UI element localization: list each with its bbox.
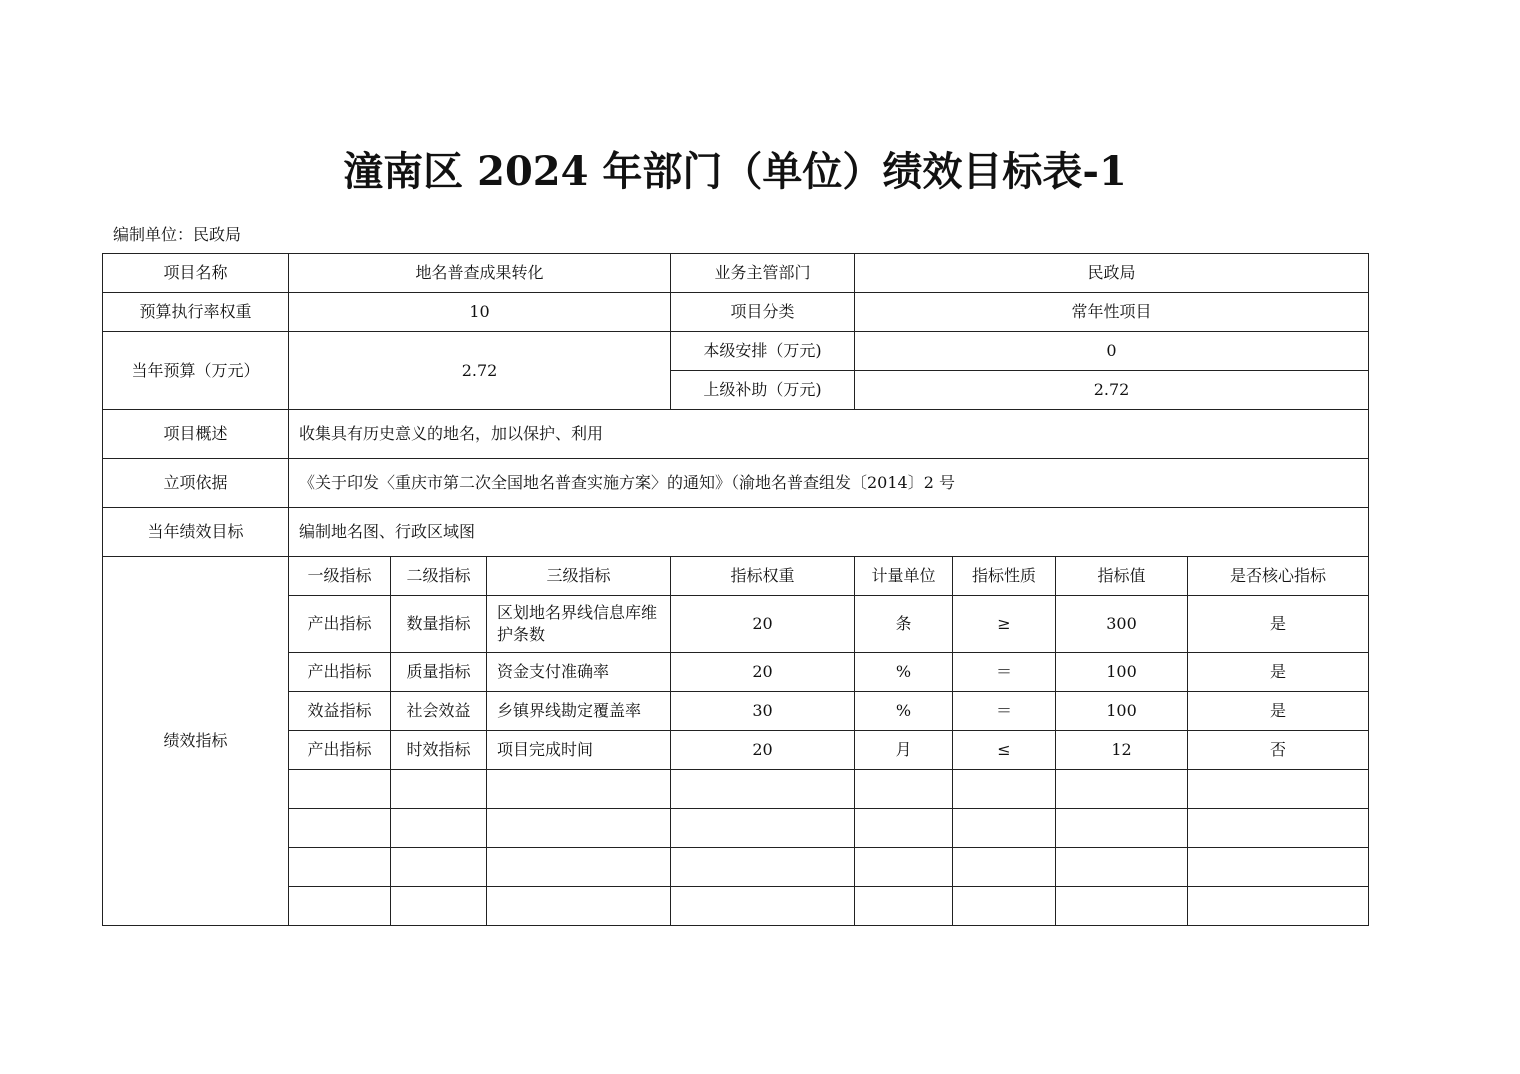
compiling-unit: 编制单位：民政局 <box>113 225 242 244</box>
indicator-header-row <box>103 557 1369 596</box>
overview-value: 收集具有历史意义的地名，加以保护、利用 <box>289 410 1369 459</box>
empty-cell <box>855 770 953 809</box>
empty-cell <box>487 770 671 809</box>
empty-cell <box>1188 770 1369 809</box>
level1-cell: 产出指标 <box>289 596 391 653</box>
empty-cell <box>1056 770 1188 809</box>
level3-cell: 乡镇界线勘定覆盖率 <box>487 692 671 731</box>
empty-cell <box>1188 809 1369 848</box>
empty-cell <box>1056 887 1188 926</box>
table-row <box>103 653 1369 692</box>
superior-value: 2.72 <box>855 371 1369 410</box>
overview-label: 项目概述 <box>103 410 289 459</box>
empty-cell <box>289 887 391 926</box>
column-header: 指标性质 <box>953 557 1056 596</box>
nature-cell: ＝ <box>953 653 1056 692</box>
empty-cell <box>1056 848 1188 887</box>
goal-label: 当年绩效目标 <box>103 508 289 557</box>
basis-label: 立项依据 <box>103 459 289 508</box>
empty-cell <box>953 887 1056 926</box>
unit-cell: 月 <box>855 731 953 770</box>
budget-value: 2.72 <box>289 332 671 410</box>
project-name-label: 项目名称 <box>103 254 289 293</box>
table-row <box>103 596 1369 653</box>
project-name-value: 地名普查成果转化 <box>289 254 671 293</box>
core-cell: 是 <box>1188 692 1369 731</box>
empty-cell <box>1056 809 1188 848</box>
empty-cell <box>855 809 953 848</box>
empty-row <box>103 848 1369 887</box>
empty-row <box>103 809 1369 848</box>
empty-cell <box>953 848 1056 887</box>
empty-cell <box>289 809 391 848</box>
empty-cell <box>671 770 855 809</box>
weight-value: 10 <box>289 293 671 332</box>
nature-cell: ＝ <box>953 692 1056 731</box>
empty-cell <box>487 848 671 887</box>
table-row <box>103 731 1369 770</box>
overview-row <box>103 410 1369 459</box>
column-header: 是否核心指标 <box>1188 557 1369 596</box>
column-header: 三级指标 <box>487 557 671 596</box>
empty-cell <box>289 770 391 809</box>
empty-row <box>103 887 1369 926</box>
level1-cell: 效益指标 <box>289 692 391 731</box>
empty-cell <box>855 887 953 926</box>
goal-value: 编制地名图、行政区域图 <box>289 508 1369 557</box>
page-title: 潼南区 2024 年部门（单位）绩效目标表-1 <box>343 148 1127 195</box>
value-cell: 100 <box>1056 653 1188 692</box>
performance-target-table <box>102 253 1369 926</box>
level2-cell: 数量指标 <box>391 596 487 653</box>
level2-cell: 质量指标 <box>391 653 487 692</box>
empty-cell <box>671 887 855 926</box>
empty-cell <box>391 809 487 848</box>
goal-row <box>103 508 1369 557</box>
category-value: 常年性项目 <box>855 293 1369 332</box>
empty-cell <box>289 848 391 887</box>
level3-cell: 项目完成时间 <box>487 731 671 770</box>
core-cell: 是 <box>1188 596 1369 653</box>
empty-cell <box>487 887 671 926</box>
level2-cell: 时效指标 <box>391 731 487 770</box>
weight-row <box>103 293 1369 332</box>
superior-label: 上级补助（万元) <box>671 371 855 410</box>
empty-cell <box>953 809 1056 848</box>
empty-cell <box>487 809 671 848</box>
level2-cell: 社会效益 <box>391 692 487 731</box>
level3-cell: 资金支付准确率 <box>487 653 671 692</box>
empty-cell <box>391 770 487 809</box>
weight-label: 预算执行率权重 <box>103 293 289 332</box>
value-cell: 12 <box>1056 731 1188 770</box>
project-name-row <box>103 254 1369 293</box>
level1-cell: 产出指标 <box>289 731 391 770</box>
empty-cell <box>1188 887 1369 926</box>
dept-label: 业务主管部门 <box>671 254 855 293</box>
basis-row <box>103 459 1369 508</box>
weight-cell: 20 <box>671 731 855 770</box>
level1-cell: 产出指标 <box>289 653 391 692</box>
column-header: 二级指标 <box>391 557 487 596</box>
category-label: 项目分类 <box>671 293 855 332</box>
weight-cell: 20 <box>671 596 855 653</box>
budget-row <box>103 332 1369 371</box>
empty-cell <box>391 887 487 926</box>
empty-cell <box>953 770 1056 809</box>
empty-cell <box>671 848 855 887</box>
level3-cell: 区划地名界线信息库维护条数 <box>487 596 671 653</box>
empty-row <box>103 770 1369 809</box>
dept-value: 民政局 <box>855 254 1369 293</box>
value-cell: 100 <box>1056 692 1188 731</box>
table-row <box>103 692 1369 731</box>
column-header: 指标值 <box>1056 557 1188 596</box>
core-cell: 是 <box>1188 653 1369 692</box>
column-header: 一级指标 <box>289 557 391 596</box>
budget-label: 当年预算（万元） <box>103 332 289 410</box>
unit-cell: % <box>855 692 953 731</box>
core-cell: 否 <box>1188 731 1369 770</box>
local-value: 0 <box>855 332 1369 371</box>
basis-value: 《关于印发〈重庆市第二次全国地名普查实施方案〉的通知》（渝地名普查组发〔2014〕2 号 <box>289 459 1369 508</box>
unit-cell: 条 <box>855 596 953 653</box>
nature-cell: ≥ <box>953 596 1056 653</box>
empty-cell <box>671 809 855 848</box>
empty-cell <box>855 848 953 887</box>
weight-cell: 30 <box>671 692 855 731</box>
indicators-label: 绩效指标 <box>103 557 289 926</box>
empty-cell <box>391 848 487 887</box>
local-label: 本级安排（万元) <box>671 332 855 371</box>
nature-cell: ≤ <box>953 731 1056 770</box>
empty-cell <box>1188 848 1369 887</box>
value-cell: 300 <box>1056 596 1188 653</box>
column-header: 计量单位 <box>855 557 953 596</box>
unit-cell: % <box>855 653 953 692</box>
weight-cell: 20 <box>671 653 855 692</box>
column-header: 指标权重 <box>671 557 855 596</box>
